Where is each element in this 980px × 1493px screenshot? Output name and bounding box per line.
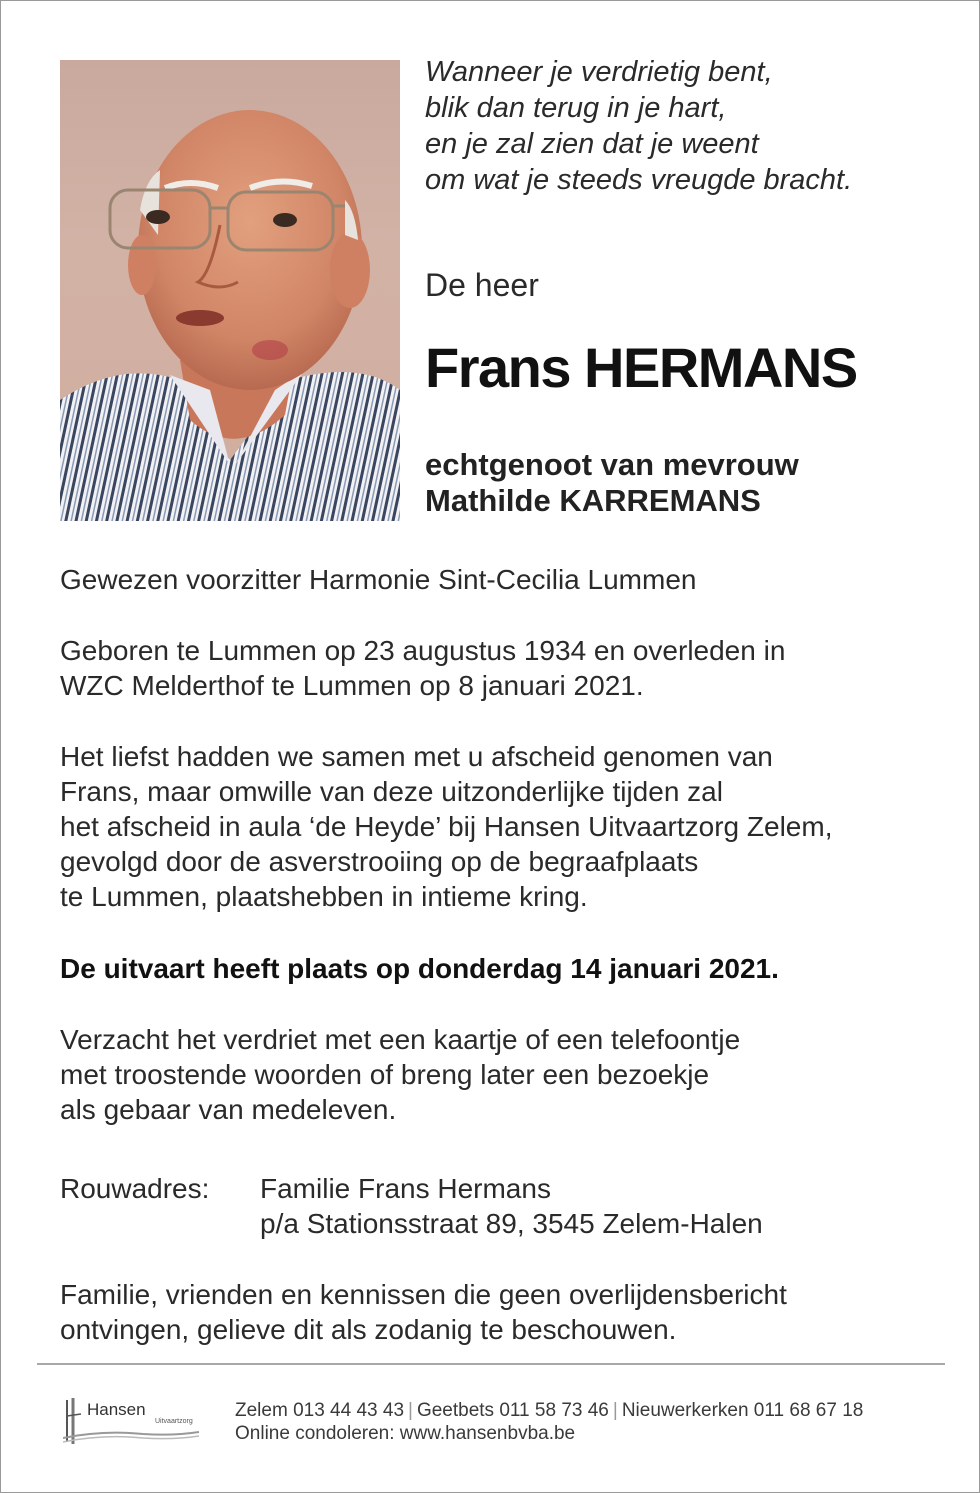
contact-zelem: Zelem 013 44 43 43 (235, 1400, 405, 1421)
poem-line: om wat je steeds vreugde bracht. (425, 164, 853, 196)
spouse-info (425, 447, 799, 519)
closing-line-2: ontvingen, gelieve dit als zodanig te beschouwen. (60, 1314, 677, 1345)
address-line-2: p/a Stationsstraat 89, 3545 Zelem-Halen (260, 1208, 763, 1239)
birth-death-line-1: Geboren te Lummen op 23 augustus 1934 en overleden in (60, 635, 786, 666)
funeral-date-line: De uitvaart heeft plaats op donderdag 14 januari 2021. (60, 953, 779, 984)
farewell-text (60, 739, 940, 914)
address-lines (260, 1171, 763, 1241)
birth-death-line-2: WZC Melderthof te Lummen op 8 januari 2021. (60, 670, 644, 701)
contact-nieuwerkerken: Nieuwerkerken 011 68 67 18 (621, 1400, 864, 1421)
separator: | (408, 1400, 413, 1421)
poem-line: Wanneer je verdrietig bent, (425, 56, 773, 88)
footer-contacts (235, 1399, 863, 1445)
contact-geetbets: Geetbets 011 58 73 46 (416, 1400, 609, 1421)
birth-death-text (60, 633, 940, 703)
poem-line: en je zal zien dat je weent (425, 128, 759, 160)
online-condolences: Online condoleren: www.hansenbvba.be (235, 1423, 576, 1444)
spouse-line-1: echtgenoot van mevrouw (425, 447, 799, 482)
footer-divider (37, 1363, 945, 1365)
farewell-line: het afscheid in aula ‘de Heyde’ bij Hansen Uitvaartzorg Zelem, (60, 811, 833, 842)
deceased-name: Frans HERMANS (425, 336, 857, 399)
address-label: Rouwadres: (60, 1173, 210, 1204)
comfort-line: Verzacht het verdriet met een kaartje of een telefoontje (60, 1024, 741, 1055)
farewell-line: te Lummen, plaatshebben in intieme kring. (60, 881, 588, 912)
honorific: De heer (425, 267, 539, 303)
role-line: Gewezen voorzitter Harmonie Sint-Cecilia Lummen (60, 564, 697, 595)
separator: | (612, 1400, 618, 1421)
comfort-line: met troostende woorden of breng later een bezoekje (60, 1059, 710, 1090)
farewell-line: gevolgd door de asverstrooiing op de begraafplaats (60, 846, 699, 877)
role-text (60, 562, 940, 597)
poem (425, 54, 945, 198)
closing-text (60, 1277, 940, 1347)
funeral-date (60, 951, 940, 986)
closing-line-1: Familie, vrienden en kennissen die geen overlijdensbericht (60, 1279, 787, 1310)
comfort-text (60, 1022, 940, 1127)
address-line-1: Familie Frans Hermans (260, 1173, 551, 1204)
hansen-logo (63, 1396, 203, 1448)
logo-subtitle: Uitvaartzorg (155, 1418, 193, 1425)
farewell-line: Frans, maar omwille van deze uitzonderlijke tijden zal (60, 776, 723, 807)
poem-line: blik dan terug in je hart, (425, 92, 727, 124)
portrait-photo (60, 60, 400, 521)
spouse-line-2: Mathilde KARREMANS (425, 483, 761, 518)
phone-numbers (235, 1399, 863, 1422)
farewell-line: Het liefst hadden we samen met u afscheid genomen van (60, 741, 773, 772)
comfort-line: als gebaar van medeleven. (60, 1094, 397, 1125)
logo-name: Hansen (87, 1400, 146, 1419)
